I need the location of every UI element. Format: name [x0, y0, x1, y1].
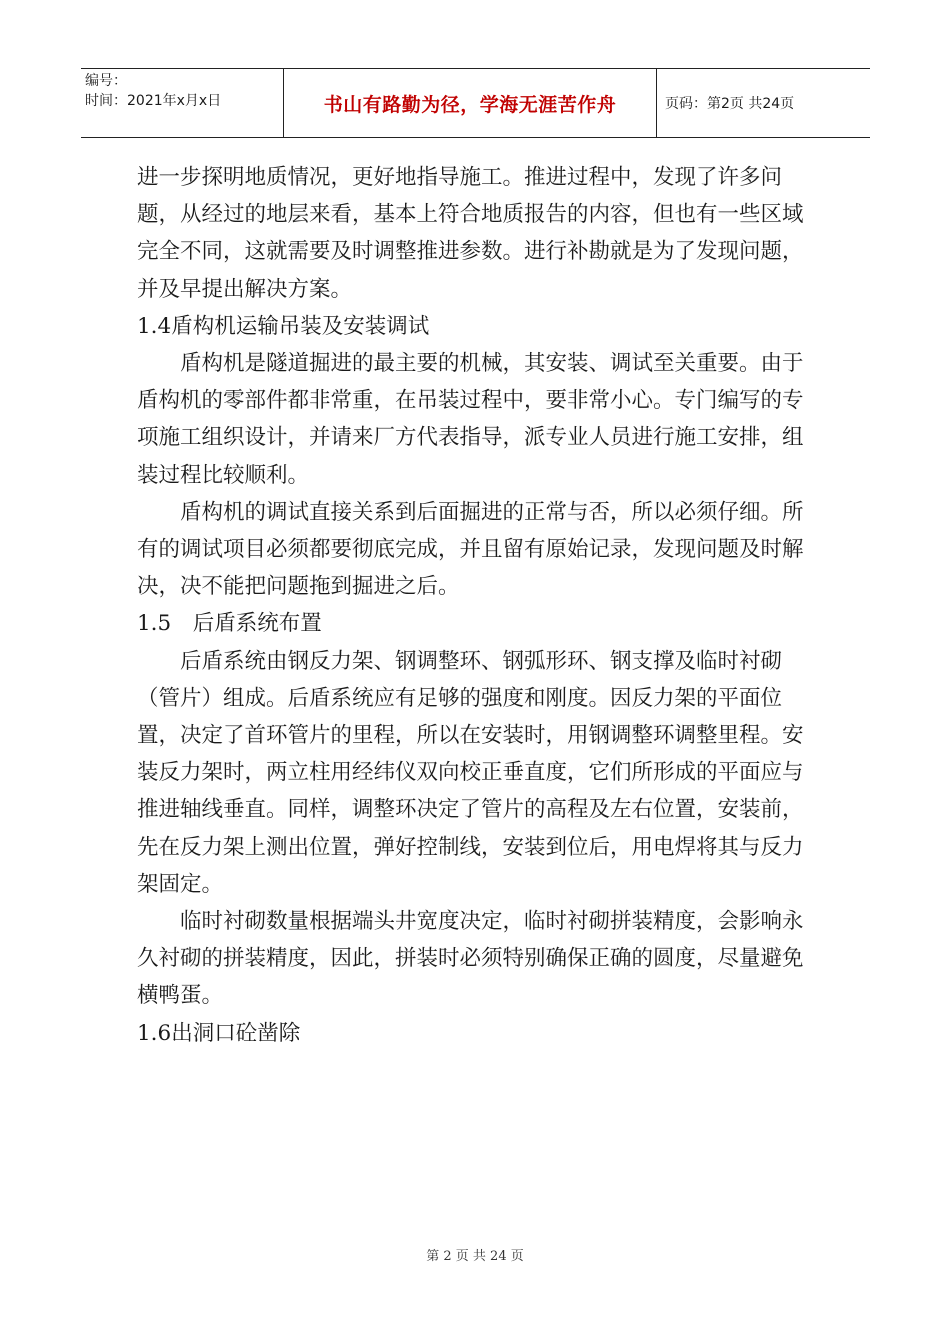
paragraph: 盾构机的调试直接关系到后面掘进的正常与否，所以必须仔细。所有的调试项目必须都要彻底完成，并且留有原始记录，发现问题及时解决，决不能把问题拖到掘进之后。 [137, 499, 804, 600]
section-heading: 1.5 后盾系统布置 [137, 611, 322, 637]
document-header [81, 68, 870, 138]
header-motto: 书山有路勤为径，学海无涯苦作舟 [323, 93, 617, 116]
page-footer [0, 1245, 950, 1264]
footer-page-number: 第 2 页 共 24 页 [426, 1249, 524, 1264]
paragraph: 后盾系统由钢反力架、钢调整环、钢弧形环、钢支撑及临时衬砌（管片）组成。后盾系统应有足够的强度和刚度。因反力架的平面位置，决定了首环管片的里程，所以在安装时，用钢调整环调整里程。安装反力架时，两立柱用经纬仪双向校正垂直度，它们所形成的平面应与推进轴线垂直。同样，调整环决定了管片的高程及左右位置，安装前，先在反力架上测出位置，弹好控制线，安装到位后，用电焊将其与反力架固定。 [137, 648, 804, 897]
section-heading: 1.6出洞口砼凿除 [137, 1020, 301, 1046]
paragraph: 进一步探明地质情况，更好地指导施工。推进过程中，发现了许多问题，从经过的地层来看，基本上符合地质报告的内容，但也有一些区域完全不同，这就需要及时调整推进参数。进行补勘就是为了发现问题，并及早提出解决方案。 [137, 165, 804, 302]
paragraph: 临时衬砌数量根据端头井宽度决定，临时衬砌拼装精度，会影响永久衬砌的拼装精度，因此，拼装时必须特别确保正确的圆度，尽量避免横鸭蛋。 [137, 909, 804, 1009]
header-motto-cell [284, 69, 657, 137]
document-date: 时间：2021年x月x日 [85, 93, 222, 109]
header-meta-cell [81, 69, 284, 137]
paragraph: 盾构机是隧道掘进的最主要的机械，其安装、调试至关重要。由于盾构机的零部件都非常重，在吊装过程中，要非常小心。专门编写的专项施工组织设计，并请来厂方代表指导，派专业人员进行施工安排，组装过程比较顺利。 [137, 351, 804, 488]
header-page-info: 页码：第2页 共24页 [665, 96, 795, 112]
document-body [137, 159, 817, 1052]
header-page-cell [657, 69, 870, 137]
document-number: 编号： [85, 73, 127, 89]
section-heading: 1.4盾构机运输吊装及安装调试 [137, 313, 430, 339]
